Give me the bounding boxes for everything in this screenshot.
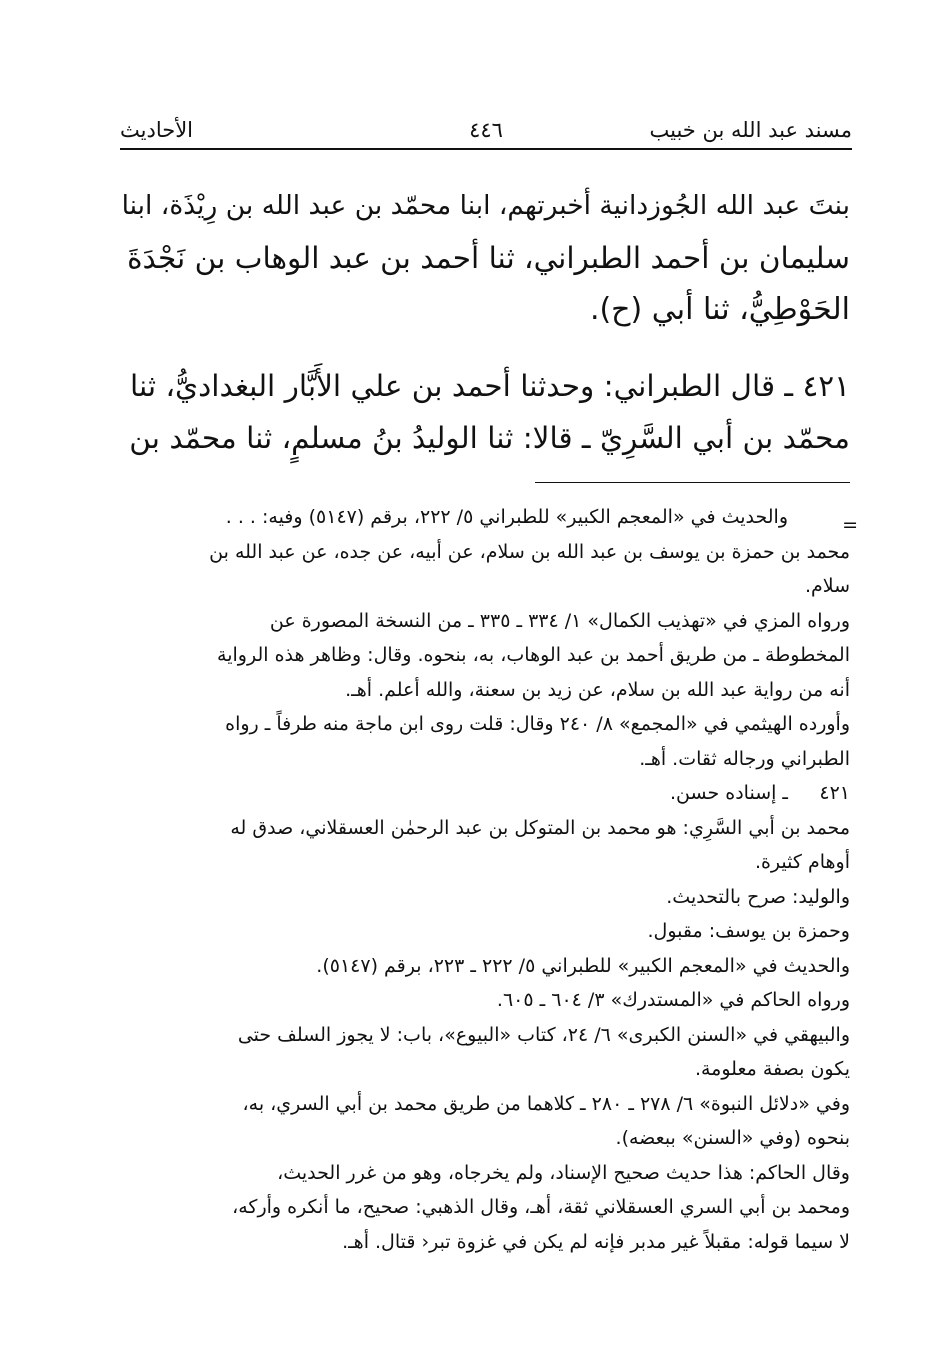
footnote-rule [535,482,850,483]
footnote-line: ورواه الحاكم في «المستدرك» ٣/ ٦٠٤ ـ ٦٠٥. [496,989,850,1011]
main-line: الحَوْطِيُّ، ثنا أبي (ح). [589,292,850,327]
footnote-line: والحديث في «المعجم الكبير» للطبراني ٥/ ٢٢٢ ـ ٢٢٣، برقم (٥١٤٧). [316,954,850,977]
footnote-line [128,776,850,811]
footnote-line: وأورده الهيثمي في «المجمع» ٨/ ٢٤٠ وقال: قلت روى ابن ماجة منه طرفاً ـ رواه [225,713,850,735]
footnote-line: محمد بن حمزة بن يوسف بن عبد الله بن سلام، عن أبيه، عن جده، عن عبد الله بن [209,540,850,563]
continuation-marker: = [842,514,858,536]
footnote-line: بنحوه (وفي «السنن» ببعضه). [615,1127,850,1149]
paragraph-gap [122,336,850,360]
footnote-line: يكون بصفة معلومة. [694,1058,850,1080]
footnotes [128,500,858,1259]
footnote-line-text: ـ إسناده حسن. [670,782,788,804]
hadith-number-marker: ٤٢١ [819,782,850,804]
footnote-line: وقال الحاكم: هذا حديث صحيح الإسناد، ولم يخرجاه، وهو من غرر الحديث، [277,1161,850,1184]
main-line: محمّد بن أبي السَّرِيّ ـ قالا: ثنا الوليدُ بنُ مسلمٍ، ثنا محمّد بن [129,421,850,455]
footnote-line: ومحمد بن أبي السري العسقلاني ثقة، أهـ، وقال الذهبي: صحيح، ما أنكره وأركه، [232,1196,850,1218]
footnote-line: الطبراني ورجاله ثقات. أهـ. [639,747,850,770]
running-header [120,115,852,151]
footnote-line: أوهام كثيرة. [754,851,850,873]
footnote-line: أنه من رواية عبد الله بن سلام، عن زيد بن سعنة، والله أعلم. أهـ. [345,678,850,701]
footnote-line: وفي «دلائل النبوة» ٦/ ٢٧٨ ـ ٢٨٠ ـ كلاهما من طريق محمد بن أبي السري، به، [242,1092,850,1115]
footnote-line: والوليد: صرح بالتحديث. [666,885,850,908]
footnote-line: لا سيما قوله: مقبلاً غير مدبر فإنه لم يكن في غزوة تبر‹ قتال. أهـ. [342,1230,850,1253]
section-title: الأحاديث [120,118,194,142]
main-line: ٤٢١ ـ قال الطبراني: وحدثنا أحمد بن علي الأَبَّار البغداديُّ، ثنا [130,369,850,403]
footnote-line: والحديث في «المعجم الكبير» للطبراني ٥/ ٢٢٢، برقم (٥١٤٧) وفيه: . . . [225,506,788,528]
footnote-line: سلام. [804,575,850,597]
footnote-line: والبيهقي في «السنن الكبرى» ٦/ ٢٤، كتاب «البيوع»، باب: لا يجوز السلف حتى [237,1023,850,1046]
footnote-line: وحمزة بن يوسف: مقبول. [647,920,850,942]
main-text [122,180,850,464]
main-line: سليمان بن أحمد الطبراني، ثنا أحمد بن عبد الوهاب بن نَجْدَةَ [127,241,850,275]
book-title: مسند عبد الله بن خبيب [649,118,852,142]
footnote-line: المخطوطة ـ من طريق أحمد بن عبد الوهاب، به، بنحوه. وقال: وظاهر هذه الرواية [217,644,850,666]
footnote-line: ورواه المزي في «تهذيب الكمال» ١/ ٣٣٤ ـ ٣٣٥ ـ من النسخة المصورة عن [269,609,850,632]
main-line: بنتَ عبد الله الجُوزدانية أخبرتهم، ابنا محمّد بن عبد الله بن رِيْذَة، ابنا [122,190,850,221]
footnote-line: محمد بن أبي السَّرِي: هو محمد بن المتوكل بن عبد الرحمٰن العسقلاني، صدق له [230,816,850,839]
header-rule [120,148,852,150]
page-number: ٤٤٦ [469,118,503,142]
